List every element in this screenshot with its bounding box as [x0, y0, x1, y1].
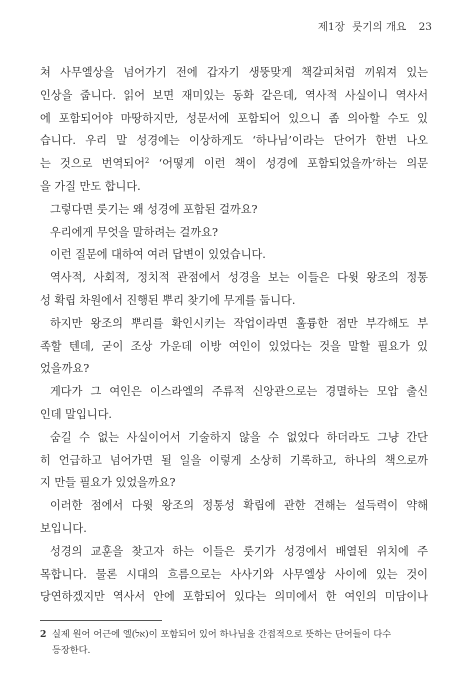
text-span: 지 만들 필요가 있었을까요? [40, 476, 176, 490]
footnote-line: 실제 원어 어근에 엘(אל)이 포함되어 있어 하나님을 간접적으로 뜻하는 단어들이 다수 [52, 629, 392, 640]
footnote-line: 등장한다. [52, 645, 91, 656]
text-span: 당연하겠지만 역사서 안에 포함되어 있다는 의미에서 한 여인의 미담이나 [40, 590, 428, 604]
text-line [40, 495, 428, 518]
text-line [40, 336, 428, 359]
text-line [40, 586, 428, 609]
text-span: 인상을 줍니다. 읽어 보면 재미있는 동화 같은데, 역사적 사실이니 역사서 [40, 88, 428, 102]
text-span: ‘어떻게 이런 책이 성경에 포함되었을까’하는 의문 [149, 157, 428, 171]
text-span: 이런 질문에 대하여 여러 답변이 있었습니다. [50, 248, 266, 262]
text-line [40, 472, 428, 495]
footnote-number: 2 [40, 629, 47, 640]
chapter-label: 제1장 [317, 21, 345, 33]
text-span: 쳐 사무엘상을 넘어가기 전에 갑자기 생뚱맞게 책갈피처럼 끼워져 있는 [40, 66, 428, 79]
body-text [40, 62, 428, 609]
text-span: 족할 텐데, 굳이 조상 가운데 이방 여인이 있었다는 것을 말할 필요가 있 [40, 339, 428, 353]
text-line [40, 404, 428, 427]
text-span: 을 가질 만도 합니다. [40, 179, 141, 193]
text-line [40, 244, 428, 267]
chapter-title: 룻기의 개요 [352, 21, 407, 33]
text-span: 하지만 왕조의 뿌리를 확인시키는 작업이라면 훌륭한 점만 부각해도 부 [50, 316, 428, 330]
text-line [40, 62, 428, 85]
text-line [40, 427, 428, 450]
text-line [40, 130, 428, 153]
text-line [40, 108, 428, 131]
text-span: 었을까요? [40, 362, 90, 376]
text-span: 는 것으로 번역되어 [40, 157, 145, 171]
text-line [40, 541, 428, 564]
text-span: 우리에게 무엇을 말하려는 걸까요? [50, 225, 218, 239]
text-span: 히 언급하고 넘어가면 될 일을 이렇게 소상히 기록하고, 하나의 책으로까 [40, 453, 428, 467]
text-span: 게다가 그 여인은 이스라엘의 주류적 신앙관으로는 경멸하는 모압 출신 [50, 385, 428, 399]
text-line [40, 222, 428, 245]
footnote-divider [40, 620, 162, 621]
text-span: 그렇다면 룻기는 왜 성경에 포함된 걸까요? [50, 202, 258, 216]
text-line [40, 518, 428, 541]
text-line [40, 564, 428, 587]
text-line [40, 313, 428, 336]
footnote [40, 627, 434, 659]
text-line [40, 358, 428, 381]
running-header [318, 19, 432, 34]
text-span: 성경의 교훈을 찾고자 하는 이들은 룻기가 성경에서 배열된 위치에 주 [50, 544, 428, 558]
text-span: 역사적, 사회적, 정치적 관점에서 성경을 보는 이들은 다윗 왕조의 정통 [50, 271, 428, 285]
text-line [40, 290, 428, 313]
text-span: 숨길 수 없는 사실이어서 기술하지 않을 수 없었다 하더라도 그냥 간단 [50, 430, 428, 444]
text-line [40, 176, 428, 199]
footnote-ref: 2 [144, 157, 150, 166]
text-line [40, 85, 428, 108]
text-line [40, 199, 428, 222]
text-span: 인데 말입니다. [40, 407, 112, 421]
text-span: 이러한 점에서 다윗 왕조의 정통성 확립에 관한 견해는 설득력이 약해 [50, 499, 428, 513]
text-line [40, 450, 428, 473]
text-span: 보입니다. [40, 521, 87, 535]
text-line [40, 267, 428, 290]
text-span: 성 확립 차원에서 진행된 뿌리 찾기에 무게를 둡니다. [40, 293, 296, 307]
text-span: 습니다. 우리 말 성경에는 이상하게도 ‘하나님’이라는 단어가 한번 나오 [40, 134, 428, 148]
text-span: 목합니다. 물론 시대의 흐름으로는 사사기와 사무엘상 사이에 있는 것이 [40, 567, 428, 581]
text-line [40, 381, 428, 404]
text-line [40, 153, 428, 176]
page-number: 23 [418, 21, 432, 33]
text-span: 에 포함되어야 마땅하지만, 성문서에 포함되어 있으니 좀 의아할 수도 있 [40, 111, 428, 125]
